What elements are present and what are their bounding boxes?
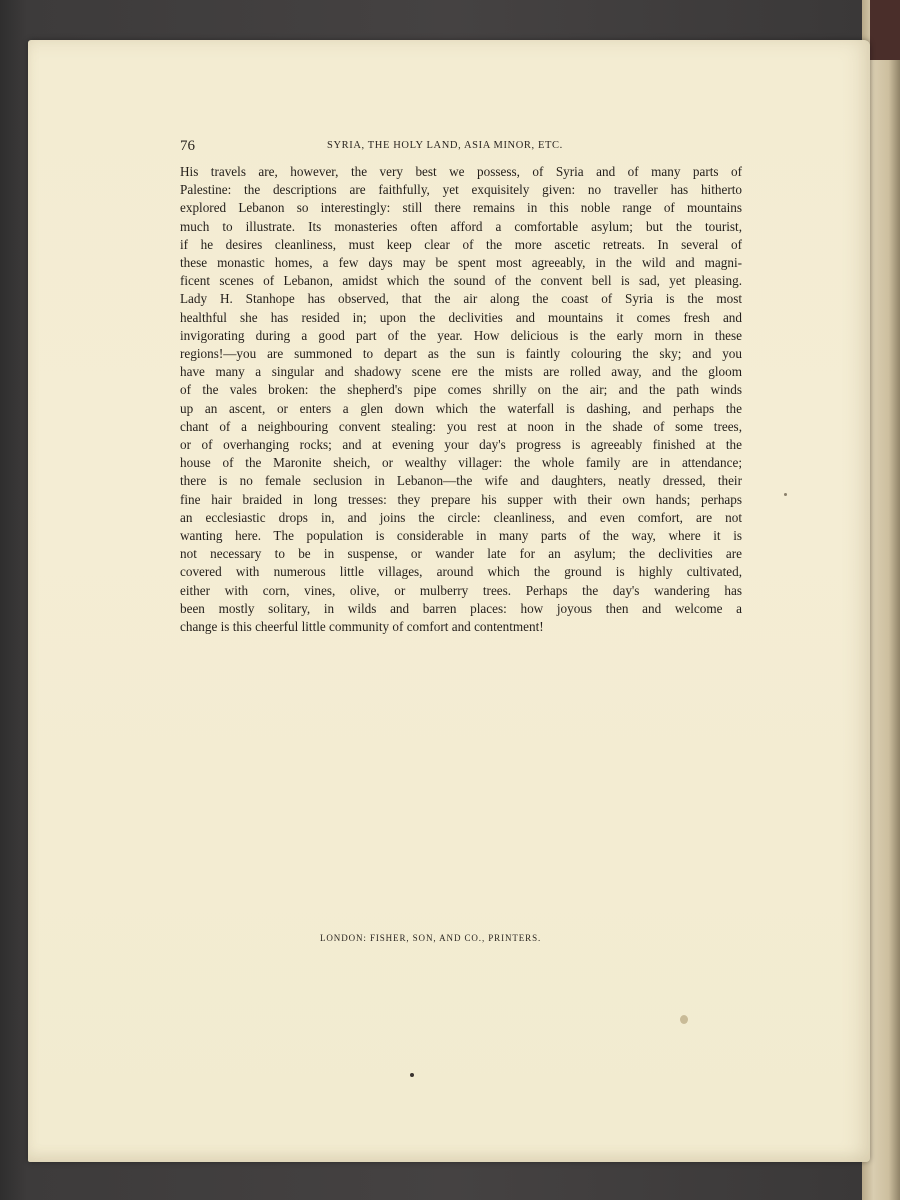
text-line: wanting here. The population is considerable in many parts of the way, where it is (180, 528, 742, 544)
running-head (180, 138, 740, 158)
running-title: SYRIA, THE HOLY LAND, ASIA MINOR, ETC. (327, 140, 563, 151)
text-line: chant of a neighbouring convent stealing: you rest at noon in the shade of some trees, (180, 418, 742, 434)
book-cover-corner (870, 0, 900, 60)
text-line: either with corn, vines, olive, or mulberry trees. Perhaps the day's wandering has (180, 582, 742, 598)
text-line: an ecclesiastic drops in, and joins the circle: cleanliness, and even comfort, are not (180, 509, 742, 525)
text-line: fine hair braided in long tresses: they prepare his supper with their own hands; perhaps (180, 491, 742, 507)
text-line: there is no female seclusion in Lebanon—the wife and daughters, neatly dressed, their (180, 473, 742, 489)
body-paragraph (180, 163, 742, 636)
text-line: covered with numerous little villages, around which the ground is highly cultivated, (180, 564, 742, 580)
text-line: Lady H. Stanhope has observed, that the air along the coast of Syria is the most (180, 291, 742, 307)
text-line: been mostly solitary, in wilds and barren places: how joyous then and welcome a (180, 600, 742, 616)
text-line: or of overhanging rocks; and at evening your day's progress is agreeably finished at the (180, 437, 742, 453)
text-line: explored Lebanon so interestingly: still there remains in this noble range of mountains (180, 200, 742, 216)
text-line: ficent scenes of Lebanon, amidst which the sound of the convent bell is sad, yet pleasing. (180, 273, 742, 289)
text-line: house of the Maronite sheich, or wealthy villager: the whole family are in attendance; (180, 455, 742, 471)
text-line: regions!—you are summoned to depart as the sun is faintly colouring the sky; and you (180, 346, 742, 362)
text-line: healthful she has resided in; upon the declivities and mountains it comes fresh and (180, 309, 742, 325)
paper-speck (410, 1073, 414, 1077)
text-line: not necessary to be in suspense, or wander late for an asylum; the declivities are (180, 546, 742, 562)
text-line: of the vales broken: the shepherd's pipe comes shrilly on the air; and the path winds (180, 382, 742, 398)
text-line: much to illustrate. Its monasteries often afford a comfortable asylum; but the tourist, (180, 218, 742, 234)
text-line: these monastic homes, a few days may be spent most agreeably, in the wild and magni- (180, 255, 742, 271)
text-line: Palestine: the descriptions are faithfully, yet exquisitely given: no traveller has hitherto (180, 182, 742, 198)
text-line: up an ascent, or enters a glen down which the waterfall is dashing, and perhaps the (180, 400, 742, 416)
paper-stain (680, 1015, 688, 1024)
text-line: if he desires cleanliness, must keep clear of the more ascetic retreats. In several of (180, 236, 742, 252)
text-line: have many a singular and shadowy scene ere the mists are rolled away, and the gloom (180, 364, 742, 380)
text-line: His travels are, however, the very best we possess, of Syria and of many parts of (180, 164, 742, 179)
text-line: invigorating during a good part of the year. How delicious is the early morn in these (180, 327, 742, 343)
printer-imprint: LONDON: FISHER, SON, AND CO., PRINTERS. (320, 933, 542, 943)
page-number: 76 (180, 138, 195, 154)
text-line: change is this cheerful little community of comfort and contentment! (180, 619, 544, 635)
paper-speck (784, 493, 787, 496)
